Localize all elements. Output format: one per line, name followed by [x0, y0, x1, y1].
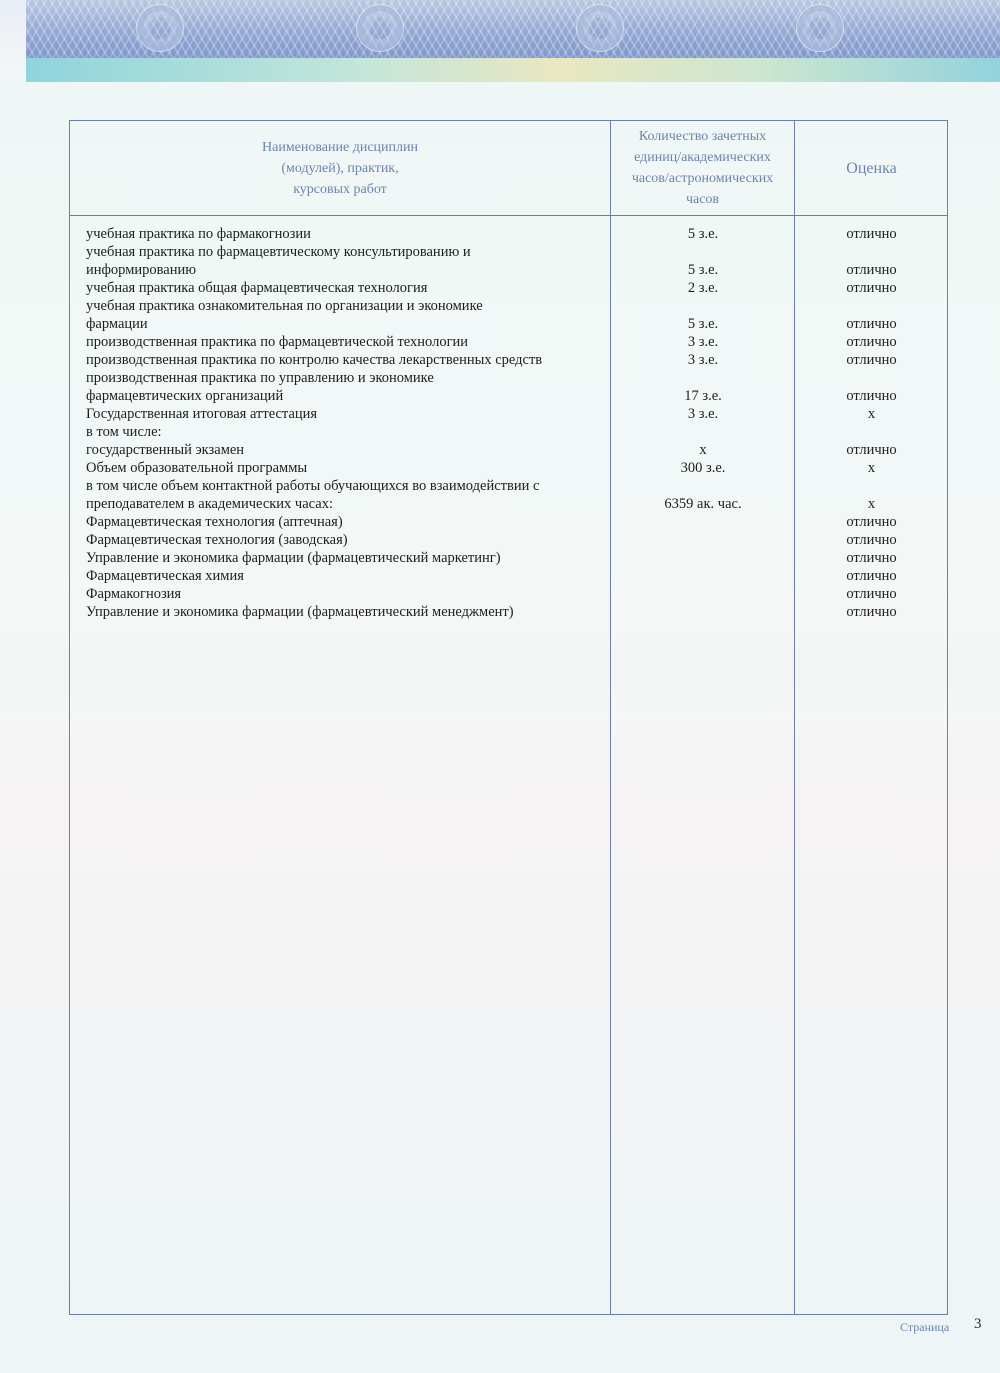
table-row: [70, 315, 947, 333]
credit-units: 3 з.е.: [687, 352, 719, 368]
credit-units: 5 з.е.: [687, 226, 719, 242]
header-band-edge: [0, 0, 26, 80]
discipline-name: Государственная итоговая аттестация: [86, 406, 318, 422]
table-row: [70, 531, 947, 549]
rosette-ornament: [356, 4, 404, 52]
grade: х: [867, 406, 876, 422]
grade: отлично: [846, 316, 897, 332]
grade: отлично: [846, 280, 897, 296]
table-body: [70, 225, 947, 621]
table-row: [70, 225, 947, 243]
header-line: (модулей), практик,: [281, 160, 399, 176]
credit-units: х: [699, 442, 707, 458]
table-row: [70, 477, 947, 495]
grade: отлично: [846, 514, 897, 530]
table-row: [70, 603, 947, 621]
discipline-name: государственный экзамен: [86, 442, 245, 458]
header-line: Количество зачетных: [638, 129, 767, 144]
table-row: [70, 549, 947, 567]
header-line: единиц/академических: [634, 150, 771, 165]
discipline-name: учебная практика по фармацевтическому консультированию и: [86, 244, 471, 260]
table-row: [70, 279, 947, 297]
discipline-name: Фармакогнозия: [86, 586, 182, 602]
discipline-name: в том числе объем контактной работы обучающихся во взаимодействии с: [86, 478, 540, 494]
discipline-name: учебная практика ознакомительная по организации и экономике: [86, 298, 483, 314]
table-row: [70, 261, 947, 279]
header-discipline-name: [70, 121, 610, 215]
discipline-name: Фармацевтическая технология (заводская): [86, 532, 348, 548]
table-row: [70, 333, 947, 351]
table-row: [70, 513, 947, 531]
table-row: [70, 495, 947, 513]
discipline-name: Фармацевтическая химия: [86, 568, 244, 584]
table-row: [70, 585, 947, 603]
grade: отлично: [846, 388, 897, 404]
page-label: Страница: [900, 1320, 950, 1334]
table-row: [70, 441, 947, 459]
header-line: Наименование дисциплин: [262, 139, 418, 155]
rosette-ornament: [136, 4, 184, 52]
header-credit-units: [611, 121, 794, 215]
credit-units: 2 з.е.: [687, 280, 719, 296]
header-grade: [795, 121, 948, 215]
grade: х: [867, 460, 876, 476]
table-row: [70, 297, 947, 315]
grade: х: [867, 496, 876, 512]
discipline-name: Управление и экономика фармации (фармацевтический менеджмент): [86, 604, 514, 620]
credit-units: 6359 ак. час.: [664, 496, 742, 512]
credit-units: 3 з.е.: [687, 406, 719, 422]
credit-units: 300 з.е.: [680, 460, 726, 476]
grade: отлично: [846, 568, 897, 584]
rosette-ornament: [796, 4, 844, 52]
discipline-name: фармации: [86, 316, 148, 332]
grade: отлично: [846, 334, 897, 350]
discipline-name: Фармацевтическая технология (аптечная): [86, 514, 343, 530]
table-row: [70, 351, 947, 369]
decorative-gradient-strip: [26, 58, 1000, 82]
header-divider: [70, 215, 947, 216]
header-line: часов/астрономических: [631, 171, 774, 186]
discipline-name: учебная практика общая фармацевтическая технология: [86, 280, 428, 296]
grade: отлично: [846, 532, 897, 548]
header-line: часов: [685, 192, 720, 207]
discipline-name: производственная практика по контролю качества лекарственных средств: [86, 352, 543, 368]
table-row: [70, 423, 947, 441]
discipline-name: производственная практика по фармацевтической технологии: [86, 334, 469, 350]
header-line: курсовых работ: [293, 181, 387, 197]
credit-units: 17 з.е.: [684, 388, 722, 404]
table-row: [70, 567, 947, 585]
credit-units: 3 з.е.: [687, 334, 719, 350]
page-number: 3: [974, 1316, 982, 1332]
discipline-name: фармацевтических организаций: [86, 388, 284, 404]
discipline-name: преподавателем в академических часах:: [86, 496, 333, 512]
table-row: [70, 405, 947, 423]
discipline-name: информированию: [86, 262, 197, 278]
grade: отлично: [846, 586, 897, 602]
rosette-ornament: [576, 4, 624, 52]
grade: отлично: [846, 442, 897, 458]
credit-units: 5 з.е.: [687, 316, 719, 332]
decorative-header-band: [26, 0, 1000, 58]
header-grade-label: Оценка: [846, 159, 897, 177]
discipline-name: производственная практика по управлению и экономике: [86, 370, 434, 386]
credit-units: 5 з.е.: [687, 262, 719, 278]
grade: отлично: [846, 550, 897, 566]
table-row: [70, 369, 947, 387]
table-row: [70, 387, 947, 405]
table-row: [70, 243, 947, 261]
discipline-name: в том числе:: [86, 424, 162, 440]
discipline-name: Объем образовательной программы: [86, 460, 308, 476]
discipline-name: Управление и экономика фармации (фармацевтический маркетинг): [86, 550, 501, 566]
grade: отлично: [846, 262, 897, 278]
discipline-name: учебная практика по фармакогнозии: [86, 226, 311, 242]
grade: отлично: [846, 604, 897, 620]
grade: отлично: [846, 226, 897, 242]
table-row: [70, 459, 947, 477]
grade: отлично: [846, 352, 897, 368]
grades-table: [69, 120, 948, 1315]
